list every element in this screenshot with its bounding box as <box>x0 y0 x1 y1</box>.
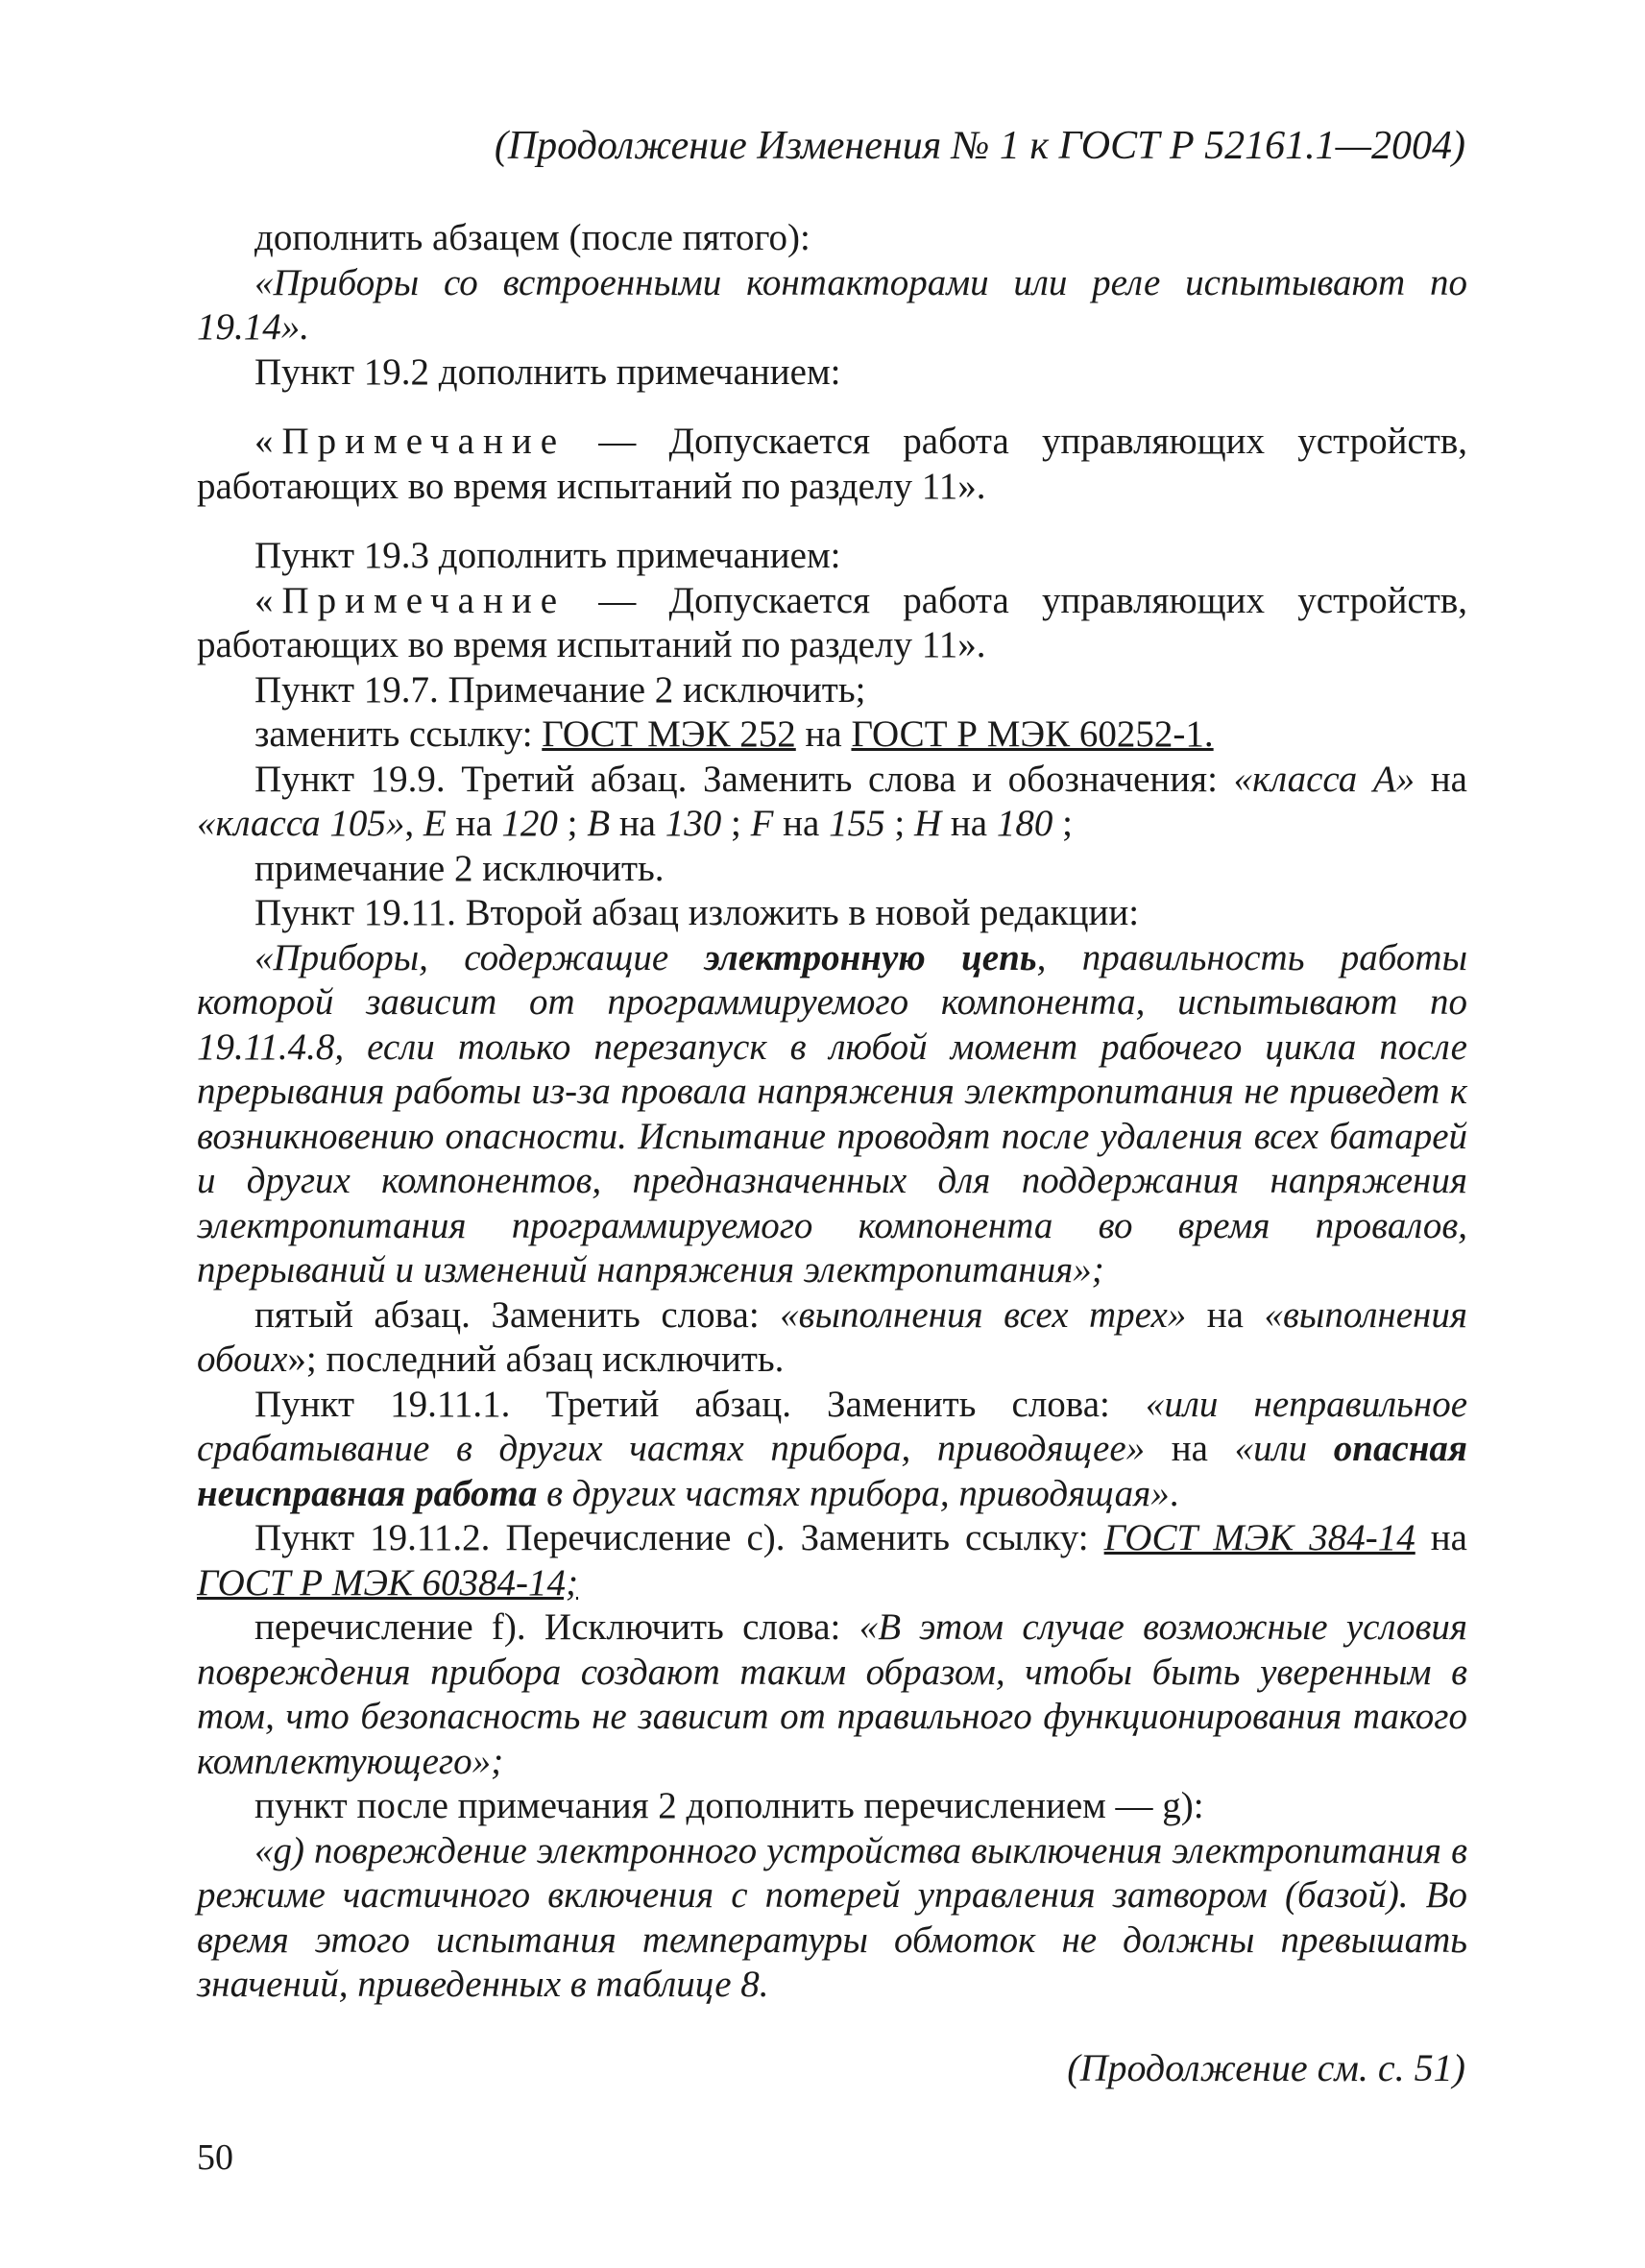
text-run: . <box>1169 1472 1179 1514</box>
paragraph-3: Пункт 19.2 дополнить примечанием: <box>254 350 841 393</box>
text-run: на <box>610 803 665 844</box>
note-label: «Примечание <box>254 579 567 621</box>
text-run: ; <box>557 803 588 844</box>
paragraph-4-note <box>197 420 1467 509</box>
italic-run: «класса А» <box>1233 758 1415 800</box>
italic-run: «или <box>1234 1428 1334 1469</box>
paragraph-18-quoted: «g) повреждение электронного устройства выключения электропитания в режиме частичного включения с потерей управления затвором (базой). Во время этого испытания температуры обмоток не должны превышать значений, приведенных в таблице 8. <box>197 1829 1467 2005</box>
paragraph-8 <box>197 712 1467 758</box>
note-text: — Допускается работа управляющих устройств, работающих во время испытаний по разделу 11». <box>197 421 1467 507</box>
text-run: Пункт 19.11.1. Третий абзац. Заменить слова: <box>254 1383 1146 1425</box>
standard-reference-link: ГОСТ МЭК 384-14 <box>1103 1517 1415 1558</box>
text-run: Пункт 19.9. Третий абзац. Заменить слова и обозначения: <box>254 758 1234 800</box>
paragraph-6-note <box>197 579 1467 668</box>
text-run: на <box>1415 1517 1467 1558</box>
paragraph-1: дополнить абзацем (после пятого): <box>254 217 810 258</box>
italic-run: 120 <box>501 803 558 844</box>
italic-run: 130 <box>665 803 722 844</box>
text-run: Пункт 19.11.2. Перечисление с). Заменить ссылку: <box>254 1517 1104 1558</box>
text-run: на <box>446 803 502 844</box>
bold-emphasis: электронную цепь <box>704 936 1037 978</box>
paragraph-15 <box>197 1516 1467 1605</box>
text-run: ; <box>1052 803 1073 844</box>
text-run: ; <box>884 803 914 844</box>
italic-run: В <box>587 803 611 844</box>
paragraph-13 <box>197 1293 1467 1383</box>
italic-run: «Приборы, содержащие <box>254 936 705 978</box>
text-run: на <box>941 803 997 844</box>
italic-run: Е <box>423 803 447 844</box>
paragraph-17: пункт после примечания 2 дополнить перечислением — g): <box>254 1785 1204 1826</box>
paragraph-10: примечание 2 исключить. <box>254 847 665 889</box>
italic-run: Н <box>913 803 942 844</box>
paragraph-12-quoted <box>197 936 1467 1293</box>
italic-run: «класса 105» <box>197 803 405 844</box>
text-run: на <box>1186 1293 1265 1336</box>
italic-run: «В этом случае возможные условия повреждения прибора создают таким образом, чтобы быть уверенным в том, что безопасность не зависит от правильного функционирования такого комплектующего»; <box>197 1606 1467 1782</box>
italic-run: «выполнения всех трех» <box>780 1293 1187 1336</box>
text-run: перечисление f). Исключить слова: <box>254 1606 859 1648</box>
continuation-note: (Продолжение см. с. 51) <box>1067 2046 1465 2089</box>
text-run: на <box>773 803 830 844</box>
italic-run: «или неправильное срабатывание в других частях прибора, приводящее» <box>197 1383 1467 1469</box>
note-text: — Допускается работа управляющих устройств, работающих во время испытаний по разделу 11». <box>197 579 1467 665</box>
text-run: пятый абзац. Заменить слова: <box>254 1293 781 1336</box>
text-run: на <box>1415 758 1467 800</box>
text-run: на <box>1145 1428 1235 1469</box>
paragraph-5: Пункт 19.3 дополнить примечанием: <box>254 535 841 576</box>
italic-run: в других частях прибора, приводящая» <box>537 1472 1170 1514</box>
text-run: заменить ссылку: <box>254 713 543 755</box>
italic-run: 180 <box>996 803 1053 844</box>
paragraph-9 <box>197 758 1467 847</box>
paragraph-16 <box>197 1605 1467 1784</box>
paragraph-11: Пункт 19.11. Второй абзац изложить в новой редакции: <box>254 892 1140 933</box>
text-run: »; последний абзац исключить. <box>287 1339 785 1380</box>
paragraph-14 <box>197 1383 1467 1517</box>
italic-run: «выполнения обоих <box>197 1293 1467 1380</box>
paragraph-2: «Приборы со встроенными контакторами или реле испытывают по 19.14». <box>197 261 1467 348</box>
page-header: (Продолжение Изменения № 1 к ГОСТ Р 52161.1—2004) <box>494 124 1465 168</box>
document-body <box>197 216 1467 2008</box>
bold-emphasis: опасная неисправная работа <box>197 1428 1468 1514</box>
italic-run: , правильность работы которой зависит от программируемого компонента, испытывают по 19.11.4.8, если только перезапуск в любой момент рабочего цикла после прерывания работы из-за провала напряжения электропитания не приведет к возникновению опасности. Испытание проводят после удаления всех батарей и других компонентов, предназначенных для поддержания напряжения электропитания программируемого компонента во время провалов, прерываний и изменений напряжения электропитания»; <box>197 936 1467 1291</box>
text-run: на <box>795 713 852 755</box>
paragraph-7: Пункт 19.7. Примечание 2 исключить; <box>254 668 866 711</box>
text-run: , <box>404 803 423 844</box>
note-label: «Примечание <box>254 421 567 462</box>
standard-reference-link: ГОСТ МЭК 252 <box>542 713 796 755</box>
standard-reference-link: ГОСТ Р МЭК 60384-14; <box>197 1561 579 1604</box>
page-number: 50 <box>197 2137 233 2178</box>
italic-run: 155 <box>829 803 885 844</box>
standard-reference-link: ГОСТ Р МЭК 60252-1. <box>851 713 1214 755</box>
italic-run: F <box>750 803 774 844</box>
text-run: ; <box>721 803 751 844</box>
